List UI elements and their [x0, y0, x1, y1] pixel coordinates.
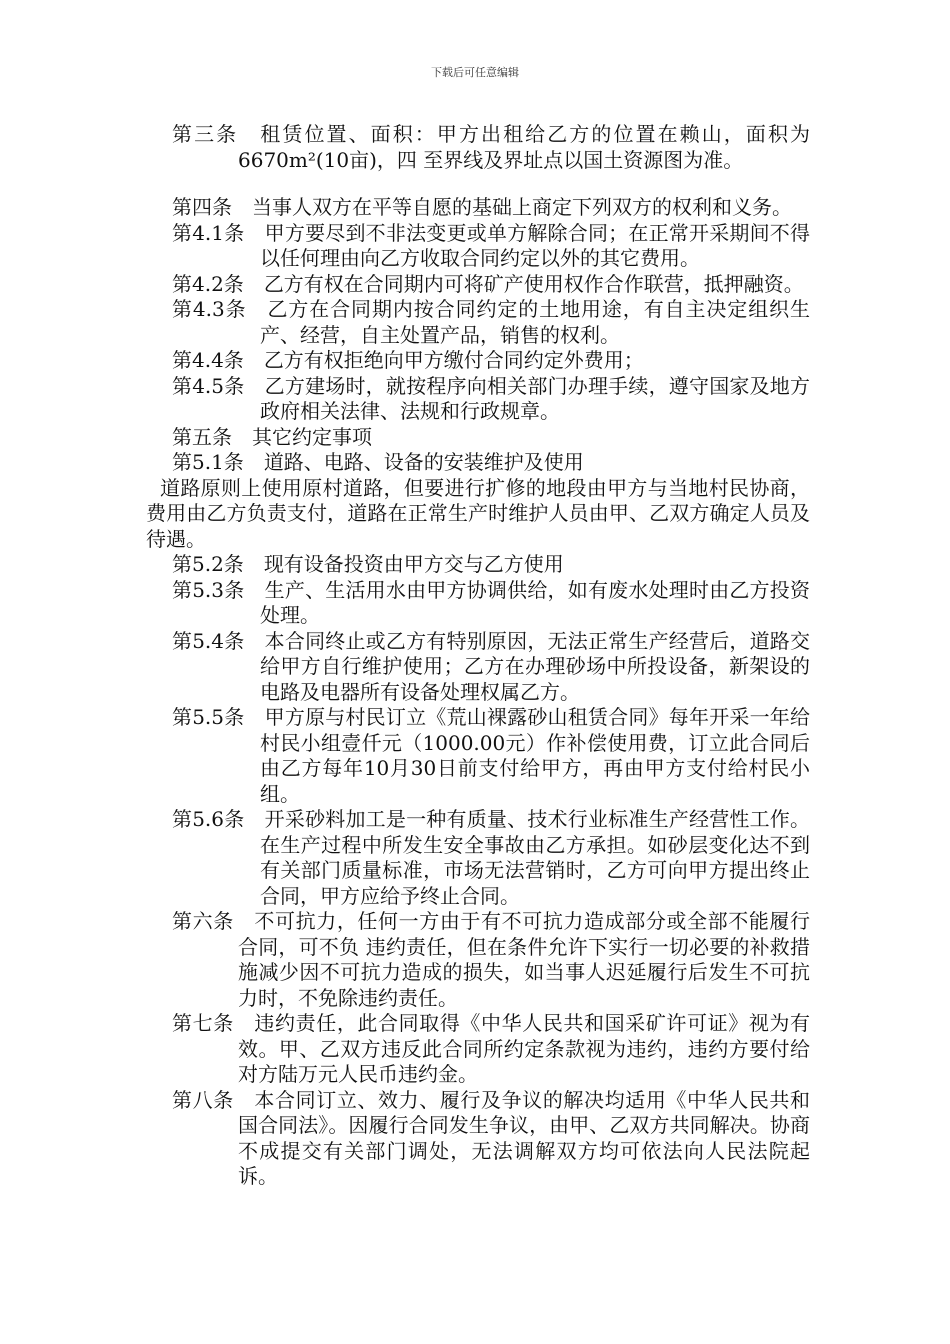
clause-number: 第五条	[172, 424, 232, 449]
clause-number: 第4.2条	[172, 271, 244, 296]
clause-5-1-body	[146, 476, 810, 553]
clause-4-5	[146, 374, 810, 425]
clause-5-6	[146, 807, 810, 909]
clause-text: 租赁位置、面积：甲方出租给乙方的位置在赖山，面积为6670m²(10亩)，四 至界线及界址点以国土资源图为准。	[238, 122, 811, 172]
clause-number: 第4.5条	[172, 373, 245, 398]
clause-8	[146, 1088, 810, 1190]
clause-number: 第5.1条	[172, 450, 244, 474]
clause-text: 乙方有权在合同期内可将矿产使用权作合作联营，抵押融资。	[263, 271, 804, 296]
clause-text: 本合同终止或乙方有特别原因，无法正常生产经营后，道路交给甲方自行维护使用；乙方在办理砂场中所投设备，新架设的电路及电器所有设备处理权属乙方。	[260, 628, 811, 704]
clause-4-2	[146, 272, 810, 298]
clause-text: 当事人双方在平等自愿的基础上商定下列双方的权利和义务。	[252, 195, 792, 219]
clause-4-1	[146, 221, 810, 272]
clause-text: 乙方建场时，就按程序向相关部门办理手续，遵守国家及地方政府相关法律、法规和行政规章。	[260, 373, 811, 423]
clause-number: 第七条	[172, 1011, 234, 1035]
clause-6	[146, 909, 810, 1011]
clause-text: 本合同订立、效力、履行及争议的解决均适用《中华人民共和国合同法》。因履行合同发生争议，由甲、乙双方共同解决。协商不成提交有关部门调处，无法调解双方均可依法向人民法院起诉。	[238, 1087, 811, 1188]
clause-text: 不可抗力，任何一方由于有不可抗力造成部分或全部不能履行合同，可不负 违约责任，但在条件允许下实行一切必要的补救措施减少因不可抗力造成的损失，如当事人迟延履行后发生不可抗力时，不免除违约责任。	[238, 909, 811, 1010]
clause-number: 第4.3条	[172, 297, 247, 321]
clause-4-3	[146, 297, 810, 348]
clause-text: 其它约定事项	[252, 424, 372, 449]
clause-5-5	[146, 705, 810, 807]
clause-text: 甲方原与村民订立《荒山裸露砂山租赁合同》每年开采一年给村民小组壹仟元（1000.00元）作补偿使用费，订立此合同后由乙方每年10月30日前支付给甲方，再由甲方支付给村民小组。	[260, 705, 811, 806]
clause-5	[146, 425, 810, 451]
clause-5-4	[146, 629, 810, 706]
clause-number: 第5.2条	[172, 552, 244, 576]
clause-number: 第八条	[172, 1087, 234, 1112]
clause-number: 第5.4条	[172, 628, 245, 653]
clause-text: 乙方有权拒绝向甲方缴付合同约定外费用；	[263, 348, 644, 372]
clause-5-3	[146, 578, 810, 629]
clause-3	[146, 122, 810, 173]
clause-5-1	[146, 450, 810, 476]
clause-number: 第5.6条	[172, 807, 245, 831]
clause-text: 乙方在合同期内按合同约定的土地用途，有自主决定组织生产、经营，自主处置产品，销售的权利。	[260, 297, 811, 347]
clause-text: 开采砂料加工是一种有质量、技术行业标准生产经营性工作。在生产过程中所发生安全事故由乙方承担。如砂层变化达不到有关部门质量标准，市场无法营销时，乙方可向甲方提出终止合同，甲方应给予终止合同。	[260, 807, 811, 908]
clause-text: 甲方要尽到不非法变更或单方解除合同；在正常开采期间不得以任何理由向乙方收取合同约定以外的其它费用。	[260, 220, 811, 270]
clause-4-4	[146, 348, 810, 374]
page-header: 下载后可任意编辑	[431, 66, 519, 79]
clause-7	[146, 1011, 810, 1088]
clause-number: 第三条	[172, 122, 239, 146]
clause-text: 道路、电路、设备的安装维护及使用	[263, 450, 584, 474]
clause-text: 违约责任，此合同取得《中华人民共和国采矿许可证》视为有效。甲、乙双方违反此合同所约定条款视为违约，违约方要付给对方陆万元人民币违约金。	[238, 1011, 811, 1086]
contract-body	[146, 122, 810, 1190]
clause-text: 现有设备投资由甲方交与乙方使用	[263, 552, 564, 576]
clause-text: 道路原则上使用原村道路，但要进行扩修的地段由甲方与当地村民协商，费用由乙方负责支付，道路在正常生产时维护人员由甲、乙双方确定人员及待遇。	[146, 475, 810, 551]
clause-number: 第4.1条	[172, 220, 245, 245]
clause-number: 第5.5条	[172, 705, 245, 729]
clause-number: 第六条	[172, 909, 234, 933]
clause-text: 生产、生活用水由甲方协调供给，如有废水处理时由乙方投资处理。	[260, 577, 811, 627]
clause-5-2	[146, 552, 810, 578]
clause-number: 第4.4条	[172, 348, 244, 372]
clause-4	[146, 195, 810, 221]
clause-number: 第四条	[172, 195, 232, 219]
clause-number: 第5.3条	[172, 577, 245, 602]
